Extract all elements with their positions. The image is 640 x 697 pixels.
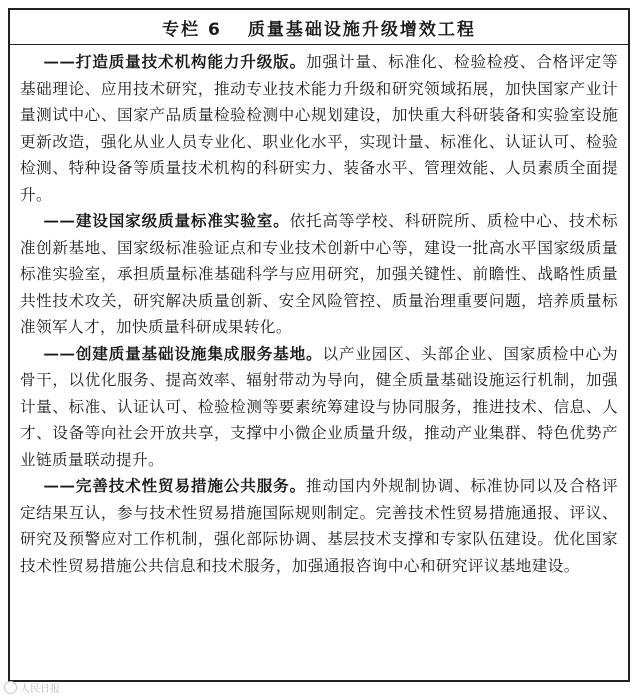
- paragraph-lead: ——完善技术性贸易措施公共服务。: [43, 476, 307, 495]
- column-header: [10, 10, 628, 45]
- paragraph-lead: ——打造质量技术机构能力升级版。: [43, 52, 307, 71]
- column-box: [8, 8, 630, 682]
- column-label: 专栏 6: [162, 19, 222, 40]
- circle-logo-icon: [4, 681, 17, 694]
- paragraph-trade-measures: [20, 473, 618, 579]
- paragraph-body: 加强计量、标准化、检验检疫、合格评定等基础理论、应用技术研究，推动专业技术能力升级和研究领域拓展，加快国家产业计量测试中心、国家产品质量检验检测中心规划建设，加快重大科研装备和实验室设施更新改造，强化从业人员专业化、职业化水平，实现计量、标准化、认证认可、检验检测、特种设备等质量技术机构的科研实力、装备水平、管理效能、人员素质全面提升。: [20, 53, 618, 204]
- paragraph-body: 以产业园区、头部企业、国家质检中心为骨干，以优化服务、提高效率、辐射带动为导向，健全质量基础设施运行机制，加强计量、标准、认证认可、检验检测等要素统筹建设与协同服务，推进技术、信息、人才、设备等向社会开放共享，支撑中小微企业质量升级，推动产业集群、特色优势产业链质量联动提升。: [20, 344, 618, 469]
- paragraph-lead: ——建设国家级质量标准实验室。: [43, 211, 290, 230]
- column-content: [10, 45, 628, 579]
- paragraph-quality-tech-institutions: [20, 49, 618, 208]
- paragraph-lead: ——创建质量基础设施集成服务基地。: [43, 343, 323, 363]
- watermark: [4, 680, 60, 695]
- paragraph-body: 推动国内外规制协调、标准协同以及合格评定结果互认，参与技术性贸易措施国际规则制定。完善技术性贸易措施通报、评议、研究及预警应对工作机制，强化部际协调、基层技术支撑和专家队伍建设。优化国家技术性贸易措施公共信息和技术服务，加强通报咨询中心和研究评议基地建设。: [20, 477, 618, 575]
- column-title: 质量基础设施升级增效工程: [247, 19, 476, 40]
- paragraph-body: 依托高等学校、科研院所、质检中心、技术标准创新基地、国家级标准验证点和专业技术创新中心等，建设一批高水平国家级质量标准实验室，承担质量标准基础科学与应用研究，加强关键性、前瞻性、战略性质量共性技术攻关，研究解决质量创新、安全风险管控、质量治理重要问题，培养质量标准领军人才，加快质量科研成果转化。: [20, 212, 618, 336]
- paragraph-national-labs: [20, 208, 618, 341]
- paragraph-service-bases: [20, 341, 618, 474]
- watermark-text: 人民日报: [20, 684, 60, 695]
